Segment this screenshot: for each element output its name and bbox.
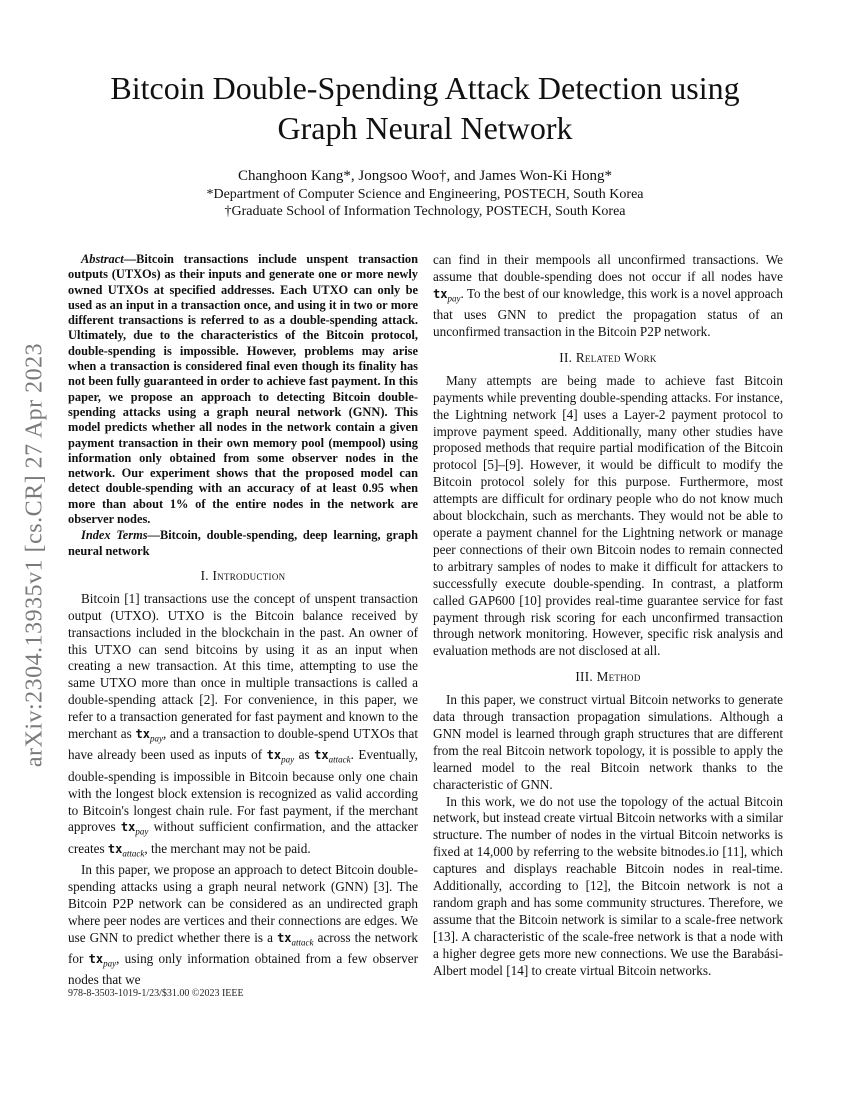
affiliation-2: †Graduate School of Information Technology, POSTECH, South Korea bbox=[224, 204, 626, 219]
tx-pay-symbol: $tx_{pay}$ bbox=[135, 727, 163, 744]
intro-paragraph-2-continued: can find in their mempools all unconfirmed transactions. We assume that double-spending does not occur if all nodes have $tx_{pay}$. To the best of our knowledge, this work is a novel approach that uses GNN to predict the propagation status of an unconfirmed transaction in the Bitcoin P2P network. bbox=[433, 252, 783, 340]
index-terms-label: Index Terms bbox=[81, 528, 148, 543]
tx-pay-symbol: $tx_{pay}$ bbox=[88, 951, 117, 969]
abstract-text: —Bitcoin transactions include unspent transaction outputs (UTXOs) as their inputs and generate one or more newly owned UTXOs at specified addresses. Each UTXO can only be used as an input in a transaction once, and using it in two or more different transactions is referred to as a double-spending attack. Ultimately, due to the characteristics of the Bitcoin protocol, double-spending is impossible. However, problems may arise when a transaction is considered final even though its finality has not been fully guaranteed in order to achieve fast payment. In this paper, we propose an approach to detecting Bitcoin double-spending attacks using a graph neural network (GNN). This model predicts whether all nodes in the network contain a given payment transaction in their own memory pool (mempool) using information only obtained from some observer nodes in the network. Our experiment shows that the proposed model can detect double-spending with an accuracy of at least 0.95 when more than about 1% of the entire nodes in the network are observer nodes. bbox=[68, 252, 418, 527]
tx-attack-symbol: $tx_{attack}$ bbox=[107, 841, 145, 859]
tx-pay-symbol: $tx_{pay}$ bbox=[266, 748, 295, 765]
section-heading-introduction: I. Introduction bbox=[200, 567, 286, 583]
tx-attack-symbol: $tx_{attack}$ bbox=[277, 930, 314, 948]
tx-attack-symbol: $tx_{attack}$ bbox=[314, 748, 351, 765]
left-column bbox=[68, 252, 418, 989]
section-heading-method: III. Method bbox=[575, 669, 641, 685]
section-heading-related-work: II. Related Work bbox=[559, 349, 657, 365]
index-terms-text: —Bitcoin, double-spending, deep learning, graph neural network bbox=[68, 528, 418, 558]
right-column bbox=[433, 252, 783, 980]
intro-paragraph-2: In this paper, we propose an approach to detect Bitcoin double-spending attacks using a graph neural network (GNN) [3]. The Bitcoin P2P network can be considered as an undirected graph where peer nodes are vertices and their connections are edges. We use GNN to predict whether there is a $tx_{attack}$ across the network for $tx_{pay}$, using only information obtained from a few observer nodes that we bbox=[68, 862, 419, 988]
index-terms bbox=[68, 528, 418, 559]
abstract bbox=[68, 252, 418, 527]
title-line-2: Graph Neural Network bbox=[277, 110, 573, 146]
paper-title bbox=[60, 68, 790, 148]
abstract-label: Abstract bbox=[81, 252, 124, 266]
author-list: Changhoon Kang*, Jongsoo Woo†, and James Won-Ki Hong* bbox=[237, 168, 613, 184]
method-paragraph-1: In this paper, we construct virtual Bitcoin networks to generate data through transaction propagation simulations. Although a GNN model is learned through graph structures that are different from the real Bitcoin network topology, it is possible to apply the learned model to the real Bitcoin network thanks to the characteristic of GNN. bbox=[433, 692, 783, 792]
tx-pay-symbol: $tx_{pay}$ bbox=[120, 820, 149, 837]
copyright-footer: 978-8-3503-1019-1/23/$31.00 ©2023 IEEE bbox=[68, 988, 244, 999]
intro-paragraph-1: Bitcoin [1] transactions use the concept of unspent transaction output (UTXO). UTXO is the Bitcoin balance received by transactions included in the blockchain in the past. An owner of this UTXO can send bitcoins by using it as an input when creating a new transaction. At this time, attempting to use the same UTXO more than once in multiple transactions is called a double-spending attack [2]. For convenience, in this paper, we refer to a transaction generated for fast payment and known to the merchant as $tx_{pay}$, and a transaction to double-spend UTXOs that have already been used as inputs of $tx_{pay}$ as $tx_{attack}$. Eventually, double-spending is impossible in Bitcoin because only one chain with the longest block extension is recognized as valid according to Bitcoin's longest chain rule. For fast payment, if the merchant approves $tx_{pay}$ without sufficient confirmation, and the attacker creates $tx_{attack}$, the merchant may not be paid. bbox=[68, 590, 419, 859]
tx-pay-symbol: $tx_{pay}$ bbox=[433, 286, 461, 304]
arxiv-sidebar bbox=[10, 265, 60, 845]
affiliation-1: *Department of Computer Science and Engineering, POSTECH, South Korea bbox=[206, 187, 644, 202]
related-work-paragraph: Many attempts are being made to achieve fast Bitcoin payments while preventing double-spending attacks. For instance, the Lightning network [4] uses a Layer-2 payment protocol to improve payment speed. Additionally, many other studies have proposed methods that require partial modification of the Bitcoin protocol [5]–[9]. However, it would be difficult to modify the Bitcoin protocol solely for this purpose. Furthermore, most attempts are difficult for ordinary people who do not know much about blockchain, such as merchants. They would not be able to operate a payment channel for the Lightning network or manage peer connections of their own Bitcoin nodes to remain connected to arbitrary samples of nodes to make it difficult for attackers to successfully execute double-spending. In contrast, a platform called GAP600 [10] provides real-time guarantee service for fast payment through risk scoring for each unconfirmed transaction through network monitoring. However, specific risk analysis and evaluation methods are not disclosed at all. bbox=[433, 372, 783, 659]
method-paragraph-2: In this work, we do not use the topology of the actual Bitcoin network, but instead create virtual Bitcoin networks with a similar structure. The number of nodes in the virtual Bitcoin networks is fixed at 14,000 by referring to the website bitnodes.io [11], which captures and displays reachable Bitcoin nodes in real-time. Additionally, according to [12], the Bitcoin network is not a random graph and has some community structures. Therefore, we assume that the Bitcoin network is similar to a scale-free network [13]. A characteristic of the scale-free network is that a node with a higher degree gets more new connections. We use the Barabási-Albert model [14] to create virtual Bitcoin networks. bbox=[433, 793, 783, 978]
arxiv-identifier: arXiv:2304.13935v1 [cs.CR] 27 Apr 2023 bbox=[21, 342, 48, 768]
title-line-1: Bitcoin Double-Spending Attack Detection using bbox=[110, 70, 740, 106]
